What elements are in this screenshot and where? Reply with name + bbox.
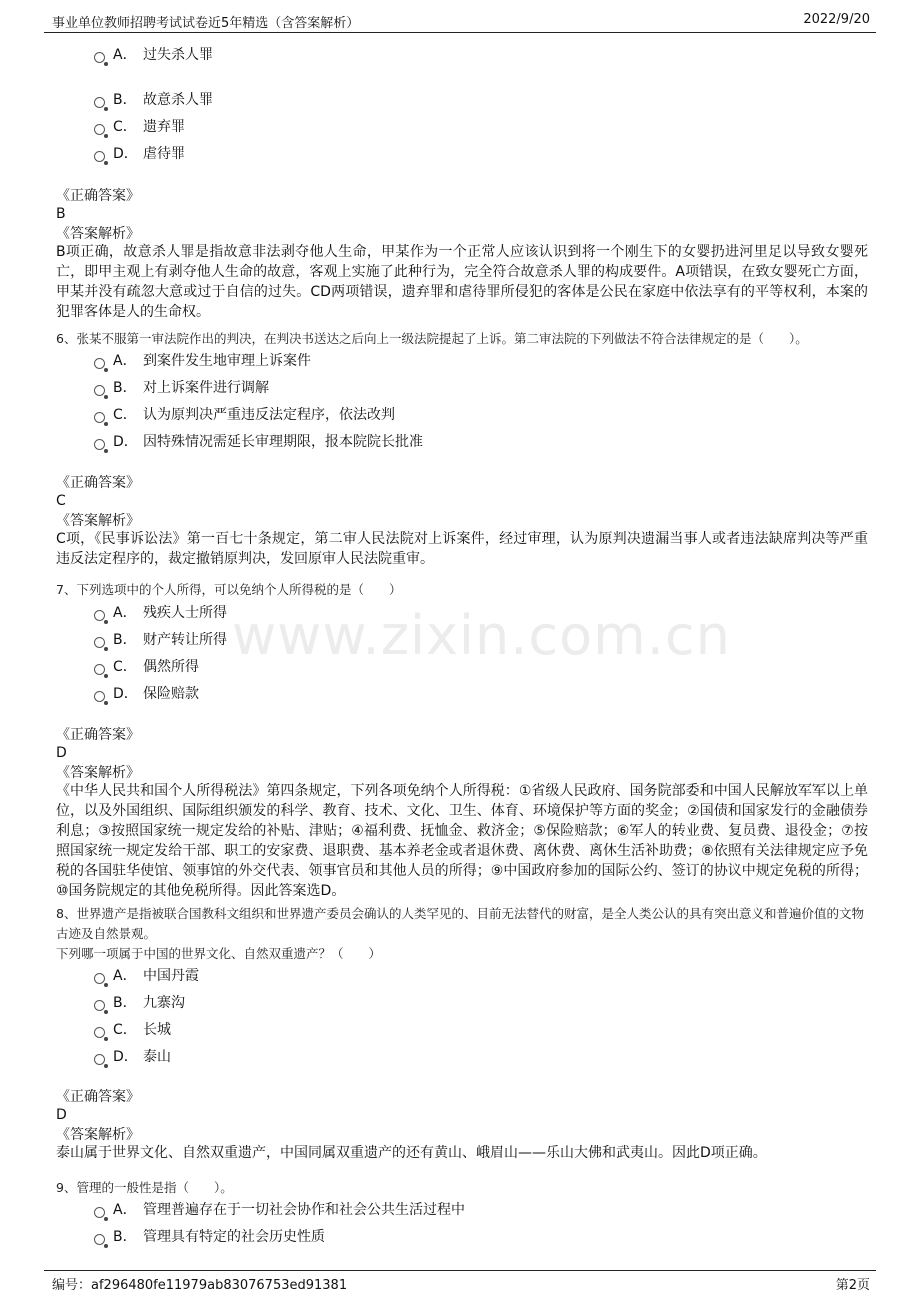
q7-analysis: 《中华人民共和国个人所得税法》第四条规定，下列各项免纳个人所得税：①省级人民政府、国务院部委和中国人民解放军军以上单位，以及外国组织、国际组织颁发的科学、教育、技术、文化、卫生、体育、环境保护等方面的奖金；②国债和国家发行的金融债券利息；③按照国家统一规定发给的补贴、津贴；④福利费、抚恤金、救济金；⑤保险赔款；⑥军人的转业费、复员费、退役金；⑦按照国家统一规定发给干部、职工的安家费、退职费、基本养老金或者退休费、离休费、离休生活补助费；⑧依照有关法律规定应予免税的各国驻华使馆、领事馆的外交代表、领事官员和其他人员的所得；⑨中国政府参加的国际公约、签订的协议中规定免税的所得；⑩国务院规定的其他免税所得。因此答案选D。 [56,783,868,899]
option-letter: C． [113,659,137,675]
q6-answer: C [56,493,66,509]
radio-icon[interactable] [94,358,105,369]
option-letter: C． [113,1022,137,1038]
option-text: 财产转让所得 [143,632,227,648]
q5-answer-label: 《正确答案》 [56,188,140,204]
option-text: 九寨沟 [143,995,185,1011]
radio-icon[interactable] [94,691,105,702]
q5-analysis: B项正确，故意杀人罪是指故意非法剥夺他人生命，甲某作为一个正常人应该认识到将一个刚生下的女婴扔进河里足以导致女婴死亡，即甲主观上有剥夺他人生命的故意，客观上实施了此种行为，完全符合故意杀人罪的构成要件。A项错误，在致女婴死亡方面，甲某并没有疏忽大意或过于自信的过失。CD两项错误，遗弃罪和虐待罪所侵犯的客体是公民在家庭中依法享有的平等权利，本案的犯罪客体是人的生命权。 [56,244,868,320]
option-letter: A． [113,605,137,621]
radio-icon[interactable] [94,1234,105,1245]
option-letter: D． [113,434,138,450]
option-text: 管理具有特定的社会历史性质 [143,1229,325,1245]
q6-analysis-label: 《答案解析》 [56,513,140,529]
option-letter: D． [113,146,138,162]
q5-option-d[interactable] [94,145,185,163]
q7-question: 7、下列选项中的个人所得，可以免纳个人所得税的是（ ） [56,582,402,597]
radio-icon[interactable] [94,97,105,108]
q9-option-a[interactable] [94,1201,465,1219]
option-text: 残疾人士所得 [143,605,227,621]
option-letter: C． [113,119,137,135]
q6-answer-label: 《正确答案》 [56,475,140,491]
radio-icon[interactable] [94,973,105,984]
q8-question-sub: 下列哪一项属于中国的世界文化、自然双重遗产？（ ） [56,946,382,961]
option-text: 对上诉案件进行调解 [143,380,269,396]
q8-option-d[interactable] [94,1048,171,1066]
option-letter: B． [113,1229,137,1245]
radio-icon[interactable] [94,52,105,63]
page-header [44,10,876,33]
option-letter: A． [113,968,137,984]
radio-icon[interactable] [94,124,105,135]
q8-analysis-label: 《答案解析》 [56,1127,140,1143]
option-letter: B． [113,380,137,396]
option-letter: D． [113,1049,138,1065]
q6-option-b[interactable] [94,379,269,397]
q8-option-b[interactable] [94,994,185,1012]
q9-question: 9、管理的一般性是指（ ）。 [56,1180,233,1195]
option-text: 偶然所得 [143,659,199,675]
q7-option-c[interactable] [94,658,199,676]
q8-option-c[interactable] [94,1021,171,1039]
q8-answer: D [56,1107,67,1123]
q6-option-a[interactable] [94,352,311,370]
q6-analysis: C项，《民事诉讼法》第一百七十条规定，第二审人民法院对上诉案件，经过审理，认为原判决遗漏当事人或者违法缺席判决等严重违反法定程序的，裁定撤销原判决，发回原审人民法院重审。 [56,531,868,567]
option-text: 过失杀人罪 [143,47,213,63]
radio-icon[interactable] [94,1000,105,1011]
option-text: 虐待罪 [143,146,185,162]
q8-answer-label: 《正确答案》 [56,1089,140,1105]
radio-icon[interactable] [94,1054,105,1065]
option-letter: B． [113,632,137,648]
option-text: 因特殊情况需延长审理期限，报本院院长批准 [143,434,423,450]
radio-icon[interactable] [94,1207,105,1218]
document-code: 编号：af296480fe11979ab83076753ed91381 [52,1278,348,1293]
option-letter: C． [113,407,137,423]
option-text: 认为原判决严重违反法定程序，依法改判 [143,407,395,423]
radio-icon[interactable] [94,385,105,396]
radio-icon[interactable] [94,412,105,423]
q6-option-c[interactable] [94,406,395,424]
document-title: 事业单位教师招聘考试试卷近5年精选（含答案解析） [52,16,360,31]
q5-option-c[interactable] [94,118,185,136]
option-text: 泰山 [143,1049,171,1065]
radio-icon[interactable] [94,1027,105,1038]
option-text: 到案件发生地审理上诉案件 [143,353,311,369]
q7-option-b[interactable] [94,631,227,649]
radio-icon[interactable] [94,664,105,675]
option-text: 管理普遍存在于一切社会协作和社会公共生活过程中 [143,1202,465,1218]
option-letter: A． [113,47,137,63]
page-footer [44,1270,876,1295]
q7-option-a[interactable] [94,604,227,622]
option-text: 保险赔款 [143,686,199,702]
page-number: 第2页 [835,1278,870,1293]
q5-option-a[interactable] [94,46,213,64]
option-letter: B． [113,92,137,108]
q9-option-b[interactable] [94,1228,325,1246]
radio-icon[interactable] [94,637,105,648]
q8-question: 8、世界遗产是指被联合国教科文组织和世界遗产委员会确认的人类罕见的、目前无法替代的财富，是全人类公认的具有突出意义和普遍价值的文物古迹及自然景观。 [56,906,864,941]
q7-answer: D [56,745,67,761]
option-letter: B． [113,995,137,1011]
option-letter: D． [113,686,138,702]
q8-analysis: 泰山属于世界文化、自然双重遗产，中国同属双重遗产的还有黄山、峨眉山——乐山大佛和武夷山。因此D项正确。 [56,1145,767,1161]
q5-option-b[interactable] [94,91,213,109]
radio-icon[interactable] [94,151,105,162]
document-date: 2022/9/20 [803,12,870,27]
option-letter: A． [113,353,137,369]
q7-analysis-label: 《答案解析》 [56,765,140,781]
option-text: 故意杀人罪 [143,92,213,108]
q5-answer: B [56,206,66,222]
q7-option-d[interactable] [94,685,199,703]
q7-answer-label: 《正确答案》 [56,727,140,743]
q6-option-d[interactable] [94,433,423,451]
q5-analysis-label: 《答案解析》 [56,226,140,242]
watermark: www.zixin.com.cn [232,604,731,667]
option-letter: A． [113,1202,137,1218]
option-text: 长城 [143,1022,171,1038]
option-text: 中国丹霞 [143,968,199,984]
radio-icon[interactable] [94,610,105,621]
q8-option-a[interactable] [94,967,199,985]
q6-question: 6、张某不服第一审法院作出的判决，在判决书送达之后向上一级法院提起了上诉。第二审法院的下列做法不符合法律规定的是（ ）。 [56,331,808,346]
option-text: 遗弃罪 [143,119,185,135]
radio-icon[interactable] [94,439,105,450]
